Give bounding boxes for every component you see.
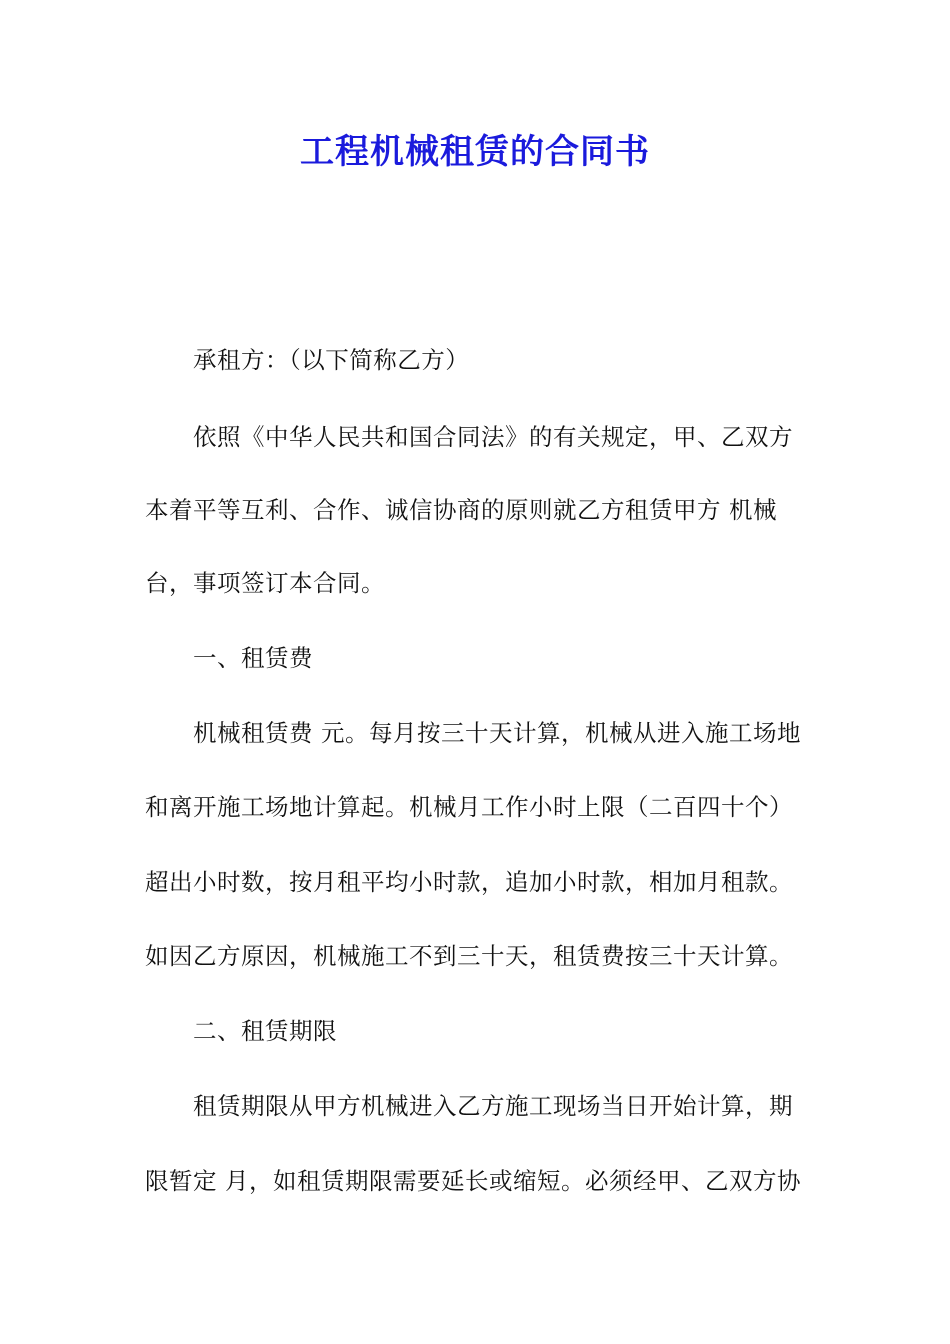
paragraph-line: 超出小时数，按月租平均小时款，追加小时款，相加月租款。 (145, 868, 793, 896)
paragraph-line: 本着平等互利、合作、诚信协商的原则就乙方租赁甲方 机械 (145, 496, 777, 524)
paragraph-line: 和离开施工场地计算起。机械月工作小时上限（二百四十个） (145, 793, 793, 821)
section-heading-rent: 一、租赁费 (193, 644, 313, 672)
section-heading-term: 二、租赁期限 (193, 1017, 337, 1045)
paragraph-line: 限暂定 月，如租赁期限需要延长或缩短。必须经甲、乙双方协 (145, 1167, 801, 1195)
lessee-line: 承租方：（以下简称乙方） (193, 346, 470, 374)
paragraph-line: 机械租赁费 元。每月按三十天计算，机械从进入施工场地 (193, 719, 801, 747)
paragraph-line: 租赁期限从甲方机械进入乙方施工现场当日开始计算，期 (193, 1092, 793, 1120)
paragraph-line: 台，事项签订本合同。 (145, 569, 385, 597)
paragraph-line: 如因乙方原因，机械施工不到三十天，租赁费按三十天计算。 (145, 942, 793, 970)
document-title: 工程机械租赁的合同书 (300, 132, 650, 172)
paragraph-line: 依照《中华人民共和国合同法》的有关规定，甲、乙双方 (193, 423, 793, 451)
